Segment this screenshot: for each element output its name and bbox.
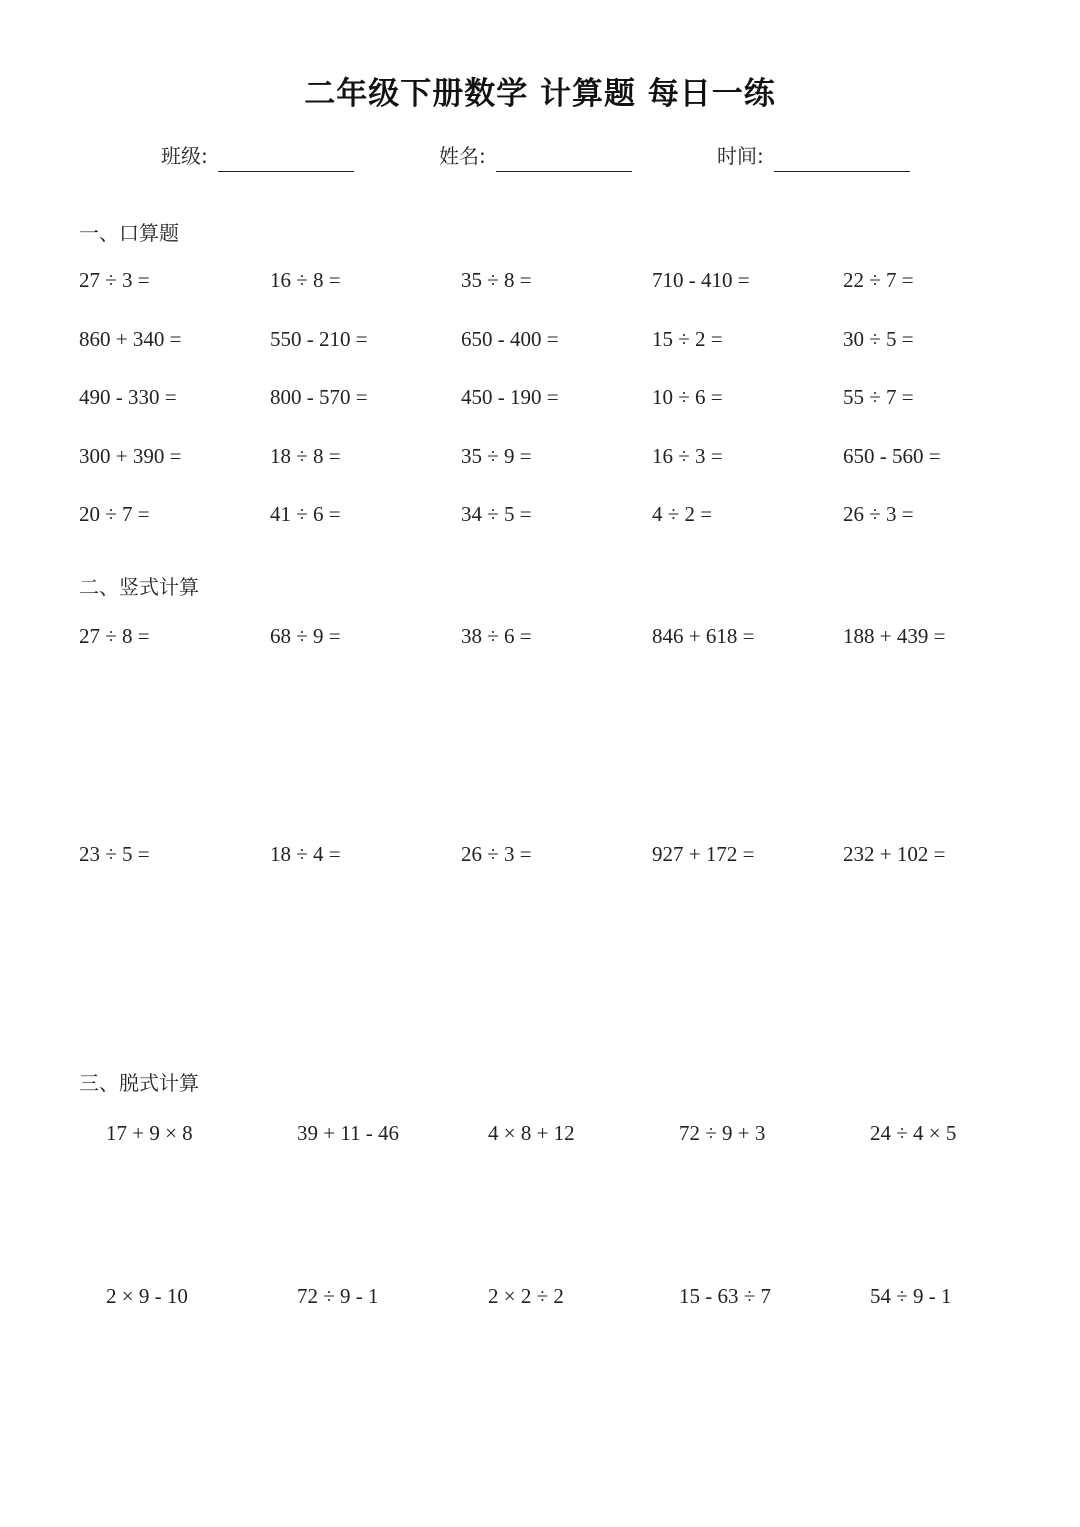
problem: 188 + 439 = bbox=[843, 624, 946, 648]
problem: 34 ÷ 5 = bbox=[461, 502, 532, 526]
problem: 860 + 340 = bbox=[79, 327, 182, 351]
problem: 18 ÷ 8 = bbox=[270, 444, 341, 468]
problem: 15 - 63 ÷ 7 bbox=[679, 1284, 772, 1308]
problem: 232 + 102 = bbox=[843, 842, 946, 866]
problem: 710 - 410 = bbox=[652, 268, 750, 292]
problem: 41 ÷ 6 = bbox=[270, 502, 341, 526]
problem: 650 - 560 = bbox=[843, 444, 941, 468]
problem: 26 ÷ 3 = bbox=[843, 502, 914, 526]
problem: 27 ÷ 8 = bbox=[79, 624, 150, 648]
name-label: 姓名: bbox=[439, 144, 486, 168]
problem: 22 ÷ 7 = bbox=[843, 268, 914, 292]
problem: 10 ÷ 6 = bbox=[652, 385, 723, 409]
problem: 450 - 190 = bbox=[461, 385, 559, 409]
problem: 72 ÷ 9 + 3 bbox=[679, 1121, 766, 1145]
problem: 846 + 618 = bbox=[652, 624, 755, 648]
time-blank[interactable] bbox=[774, 141, 910, 172]
class-label: 班级: bbox=[161, 144, 208, 168]
problem: 18 ÷ 4 = bbox=[270, 842, 341, 866]
problem: 20 ÷ 7 = bbox=[79, 502, 150, 526]
section-title-oral: 一、口算题 bbox=[79, 221, 179, 245]
problem: 800 - 570 = bbox=[270, 385, 368, 409]
problem: 35 ÷ 8 = bbox=[461, 268, 532, 292]
section-title-stepwise: 三、脱式计算 bbox=[79, 1071, 199, 1095]
problem: 927 + 172 = bbox=[652, 842, 755, 866]
problem: 26 ÷ 3 = bbox=[461, 842, 532, 866]
class-blank[interactable] bbox=[218, 141, 354, 172]
problem: 27 ÷ 3 = bbox=[79, 268, 150, 292]
problem: 16 ÷ 3 = bbox=[652, 444, 723, 468]
problem: 55 ÷ 7 = bbox=[843, 385, 914, 409]
problem: 72 ÷ 9 - 1 bbox=[297, 1284, 379, 1308]
problem: 16 ÷ 8 = bbox=[270, 268, 341, 292]
problem: 300 + 390 = bbox=[79, 444, 182, 468]
problem: 2 × 9 - 10 bbox=[106, 1284, 188, 1308]
problem: 30 ÷ 5 = bbox=[843, 327, 914, 351]
name-blank[interactable] bbox=[496, 141, 632, 172]
problem: 4 × 8 + 12 bbox=[488, 1121, 575, 1145]
problem: 35 ÷ 9 = bbox=[461, 444, 532, 468]
problem: 24 ÷ 4 × 5 bbox=[870, 1121, 957, 1145]
problem: 39 + 11 - 46 bbox=[297, 1121, 400, 1145]
section-title-vertical: 二、竖式计算 bbox=[79, 575, 199, 599]
student-info-row bbox=[0, 140, 1080, 180]
problem: 54 ÷ 9 - 1 bbox=[870, 1284, 952, 1308]
time-field bbox=[717, 140, 910, 172]
problem: 38 ÷ 6 = bbox=[461, 624, 532, 648]
problem: 68 ÷ 9 = bbox=[270, 624, 341, 648]
problem: 2 × 2 ÷ 2 bbox=[488, 1284, 564, 1308]
problem: 4 ÷ 2 = bbox=[652, 502, 713, 526]
problem: 17 + 9 × 8 bbox=[106, 1121, 193, 1145]
time-label: 时间: bbox=[717, 144, 764, 168]
problem: 550 - 210 = bbox=[270, 327, 368, 351]
name-field bbox=[439, 140, 632, 172]
page-title: 二年级下册数学 计算题 每日一练 bbox=[304, 76, 776, 112]
problem: 23 ÷ 5 = bbox=[79, 842, 150, 866]
problem: 650 - 400 = bbox=[461, 327, 559, 351]
problem: 490 - 330 = bbox=[79, 385, 177, 409]
class-field bbox=[161, 140, 354, 172]
problem: 15 ÷ 2 = bbox=[652, 327, 723, 351]
